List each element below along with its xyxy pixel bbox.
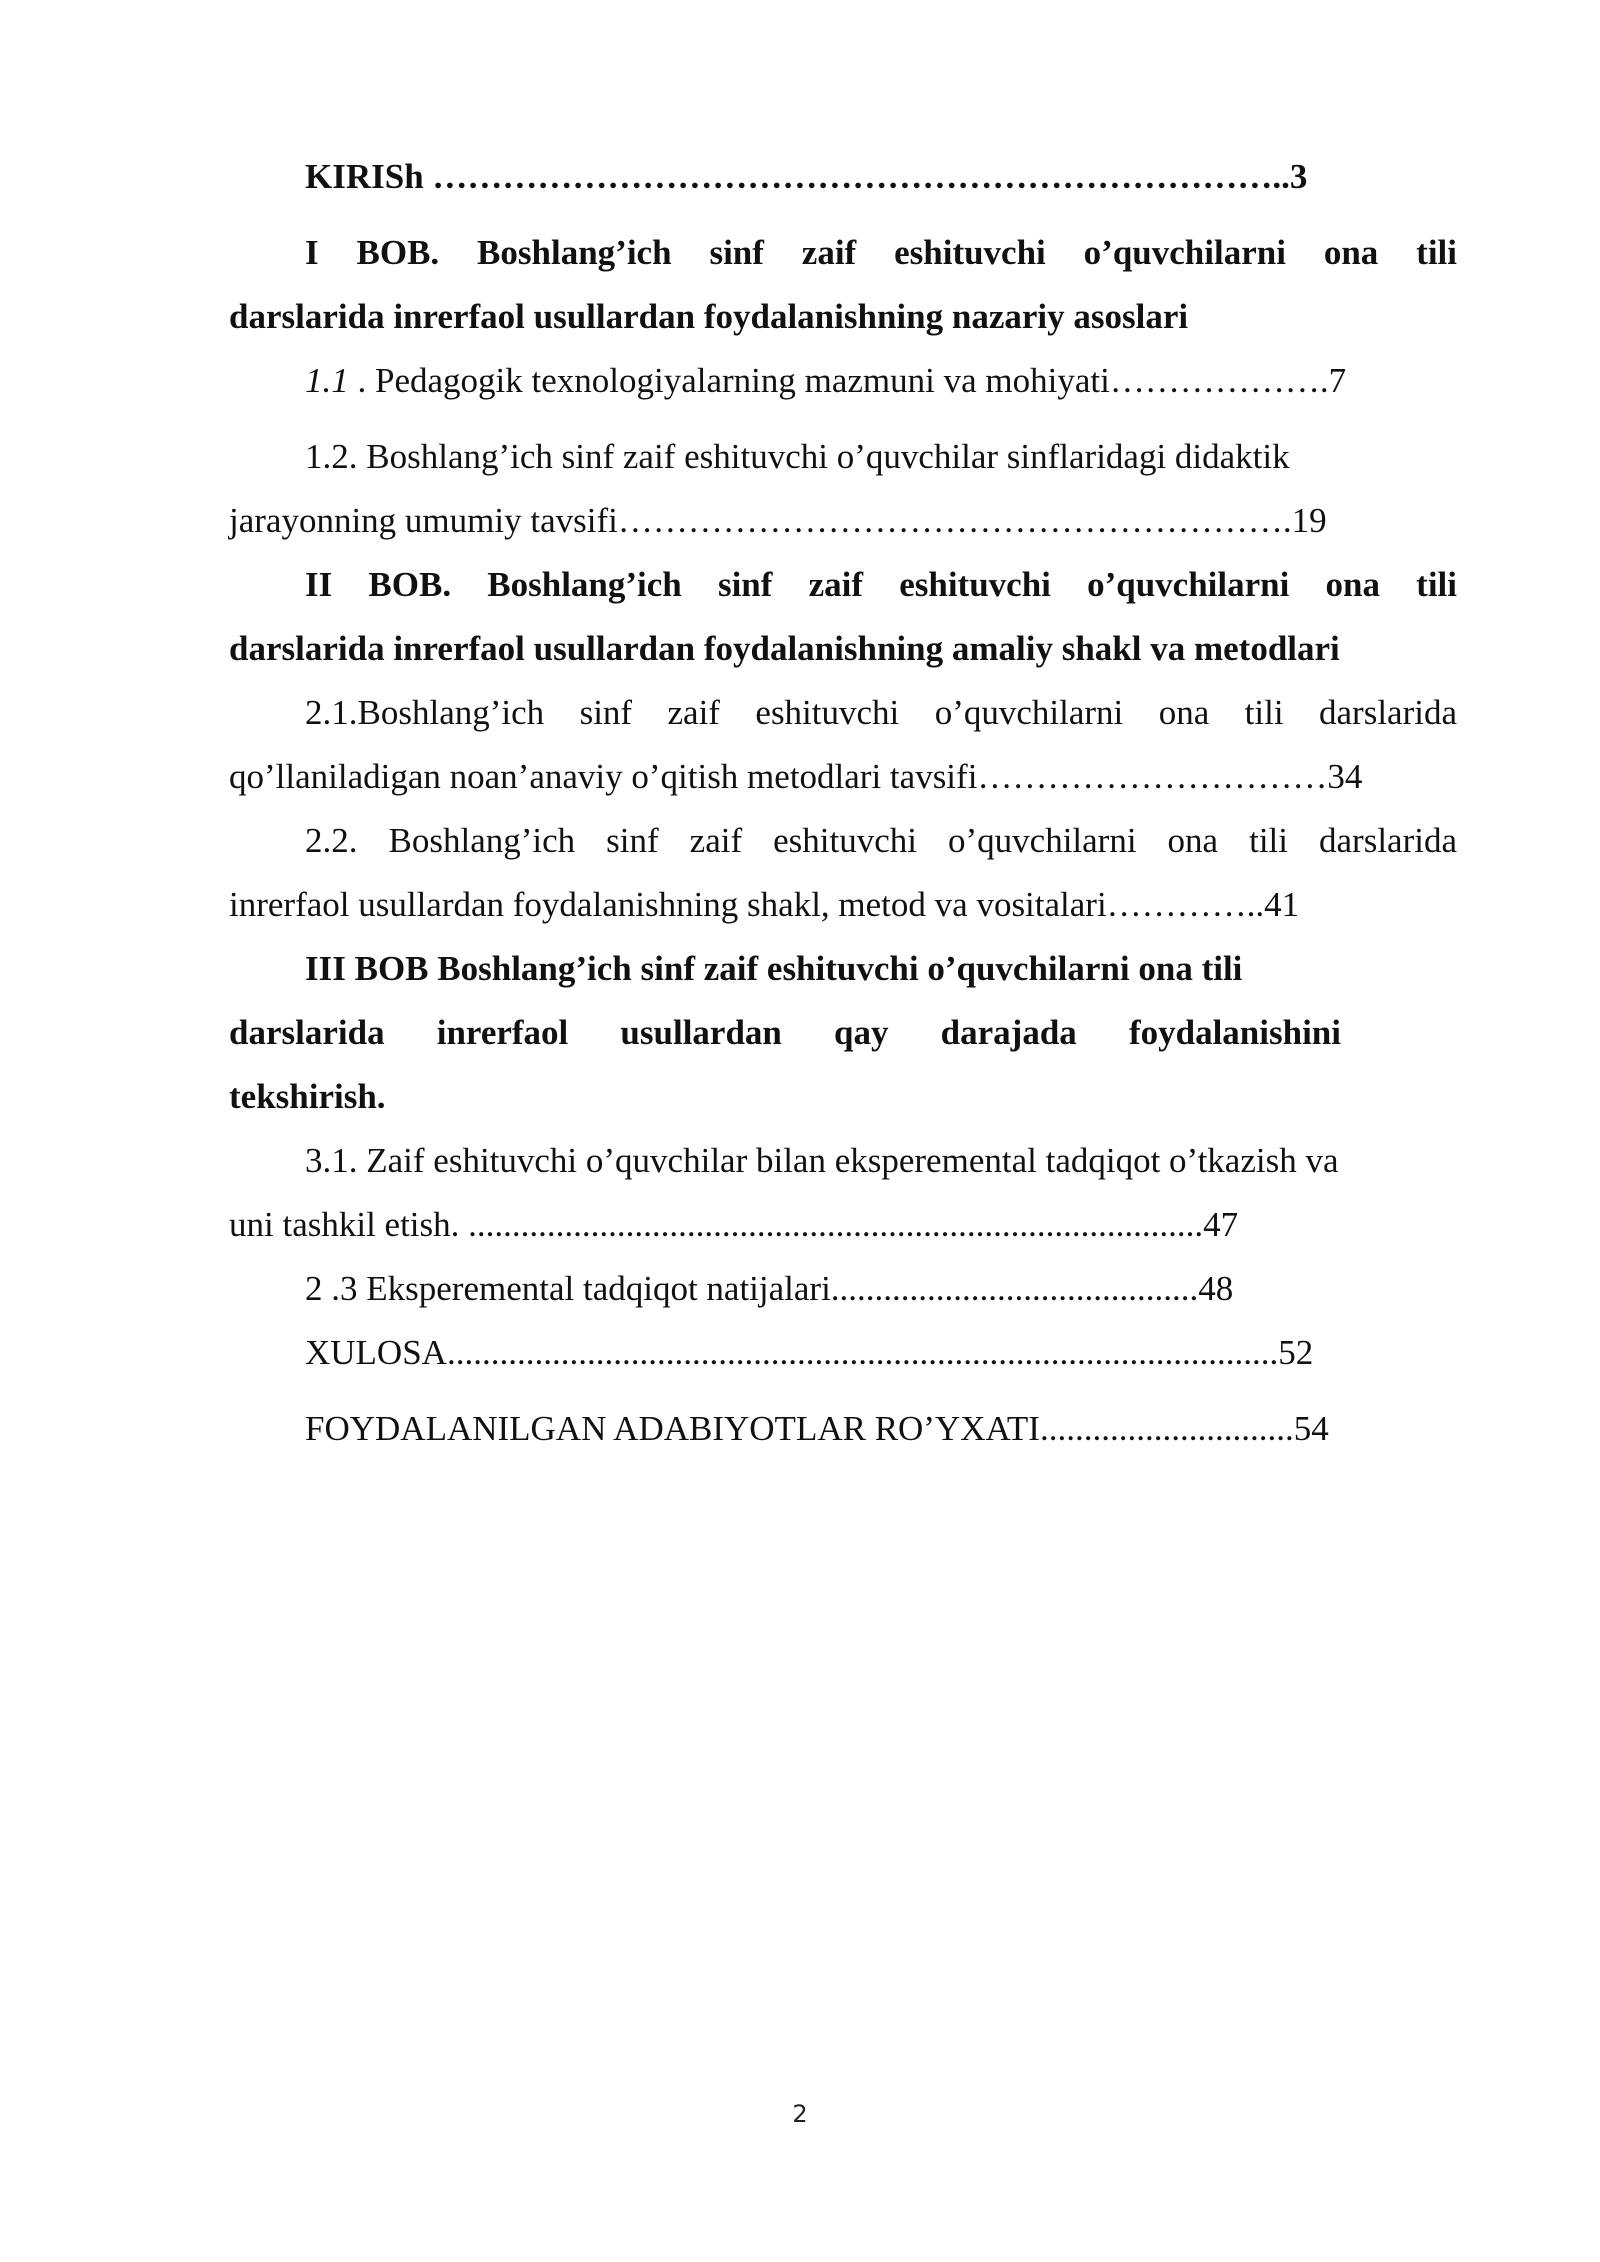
toc-section-1-2-cont: jarayonning umumiy tavsifi………………………………………………….19 — [229, 501, 1327, 540]
toc-section-3-1-cont: uni tashkil etish. ....................................................................................47 — [229, 1205, 1239, 1244]
toc-section-1-1-number: 1.1 — [305, 361, 349, 400]
toc-section-2-1: 2.1.Boshlang’ich sinf zaif eshituvchi o’quvchilarni ona tili darslarida — [305, 693, 1457, 732]
toc-section-2-2-cont: inrerfaol usullardan foydalanishning shakl, metod va vositalari…………..41 — [229, 885, 1300, 924]
toc-references: FOYDALANILGAN ADABIYOTLAR RO’YXATI.............................54 — [305, 1409, 1329, 1448]
toc-chapter-2-title-cont: darslarida inrerfaol usullardan foydalanishning amaliy shakl va metodlari — [229, 629, 1340, 668]
toc-section-1-1 — [229, 349, 1457, 413]
toc-chapter-2-title: II BOB. Boshlang’ich sinf zaif eshituvchi o’quvchilarni ona tili — [305, 565, 1457, 604]
toc-chapter-3-title-end: tekshirish. — [229, 1077, 386, 1116]
toc-section-1-1-text: . Pedagogik texnologiyalarning mazmuni va mohiyati……………….7 — [348, 361, 1347, 400]
table-of-contents — [229, 145, 1457, 1461]
toc-chapter-3-title: III BOB Boshlang’ich sinf zaif eshituvchi o’quvchilarni ona tili — [305, 949, 1243, 988]
toc-section-2-1-cont: qo’llaniladigan noan’anaviy o’qitish metodlari tavsifi…………………………34 — [229, 757, 1363, 796]
toc-section-3-1: 3.1. Zaif eshituvchi o’quvchilar bilan eksperemental tadqiqot o’tkazish va — [305, 1141, 1339, 1180]
page-number: 2 — [792, 2100, 808, 2128]
toc-section-1-2: 1.2. Boshlang’ich sinf zaif eshituvchi o’quvchilar sinflaridagi didaktik — [305, 437, 1290, 476]
toc-chapter-1-title-cont: darslarida inrerfaol usullardan foydalanishning nazariy asoslari — [229, 297, 1189, 336]
toc-introduction: KIRISh ………………………………………………………………..3 — [305, 157, 1308, 196]
toc-section-2-2: 2.2. Boshlang’ich sinf zaif eshituvchi o’quvchilarni ona tili darslarida — [305, 821, 1457, 860]
toc-section-2-3: 2 .3 Eksperemental tadqiqot natijalari..........................................48 — [305, 1269, 1234, 1308]
toc-conclusion: XULOSA...............................................................................................52 — [305, 1333, 1314, 1372]
toc-chapter-3-title-cont: darslarida inrerfaol usullardan qay darajada foydalanishini — [229, 1013, 1341, 1052]
toc-chapter-1-title: I BOB. Boshlang’ich sinf zaif eshituvchi o’quvchilarni ona tili — [305, 233, 1457, 272]
